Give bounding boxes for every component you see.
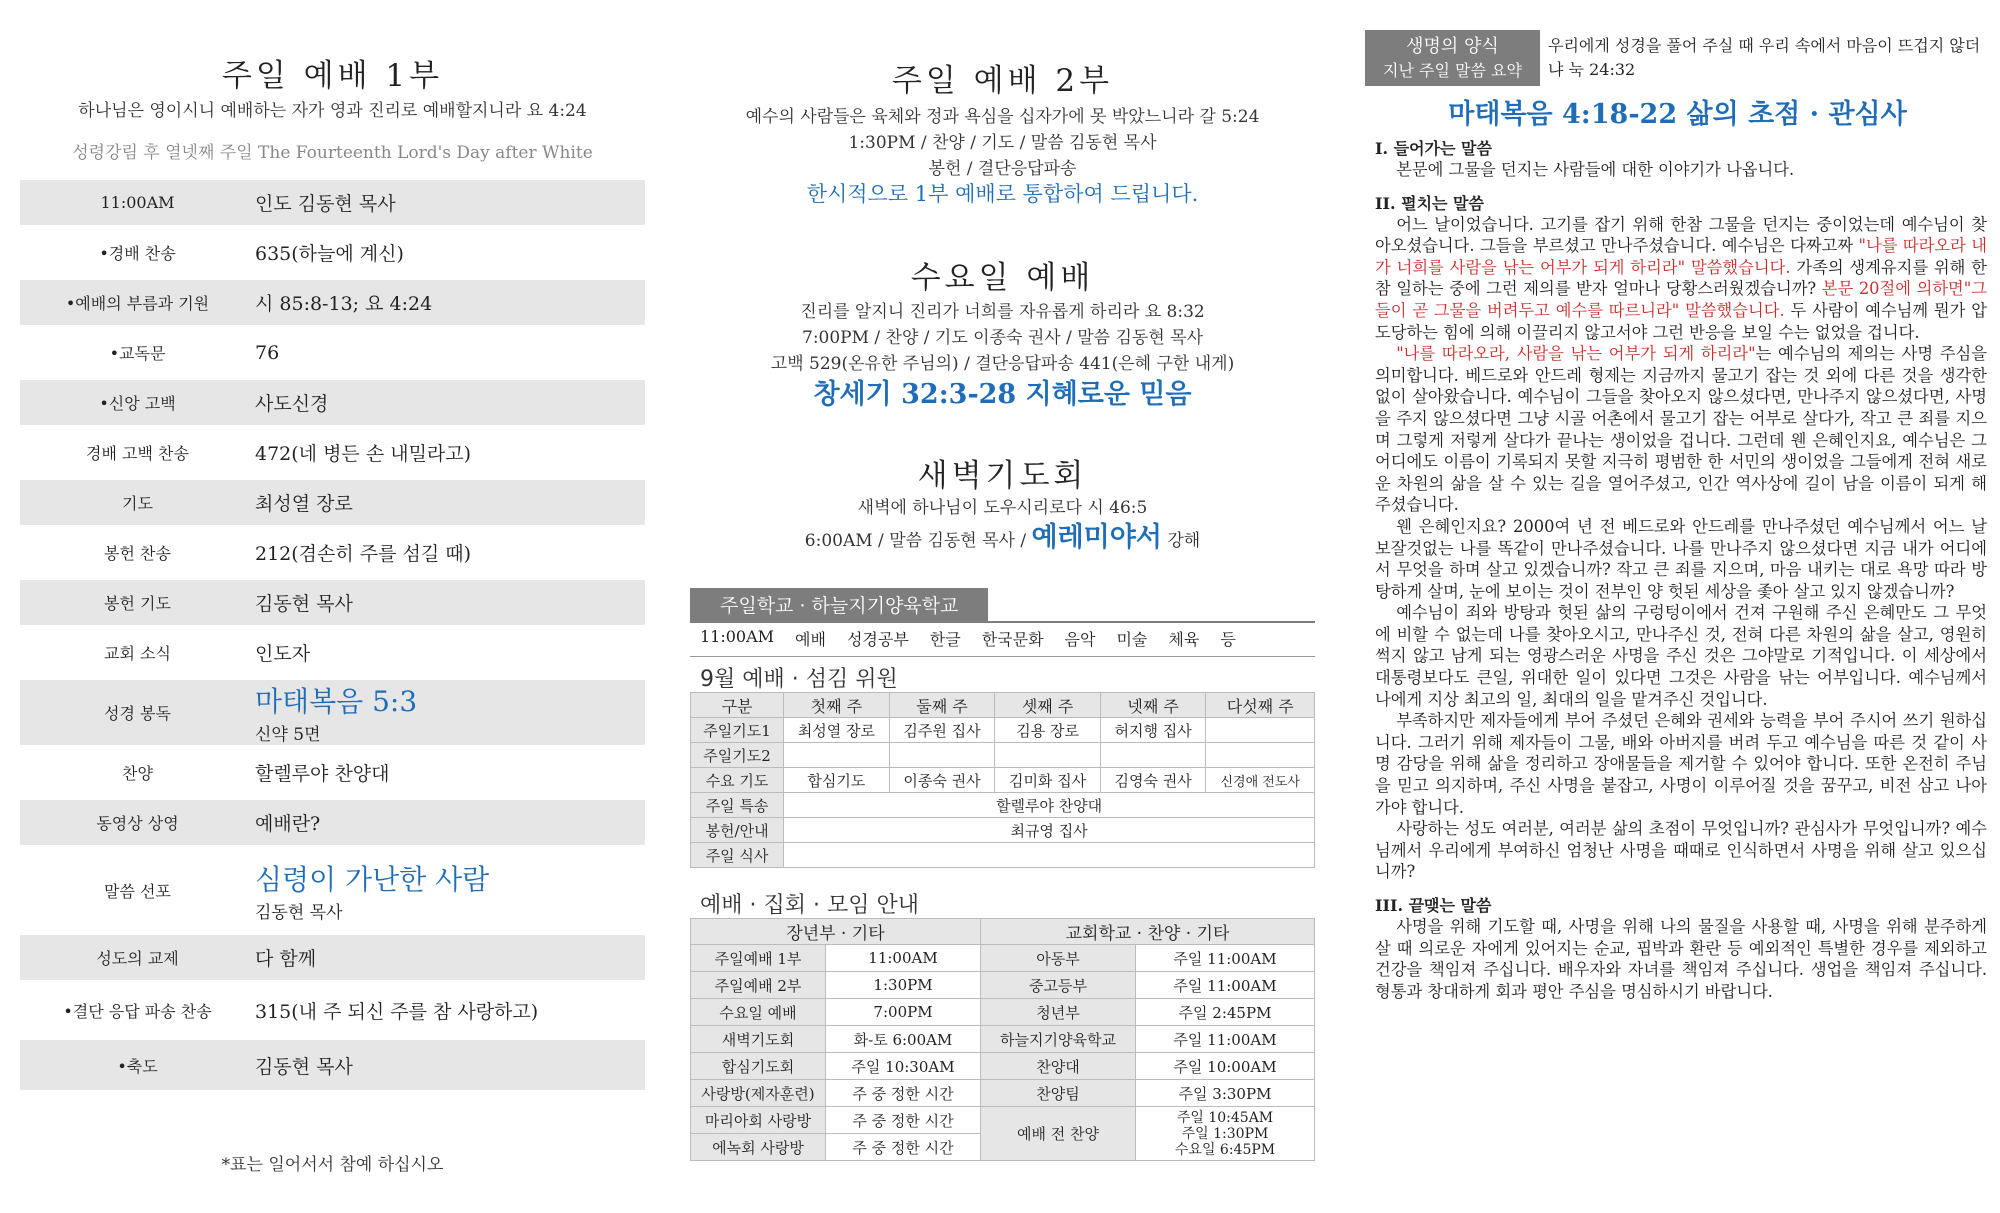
order-row bbox=[20, 1040, 645, 1090]
committee-row bbox=[691, 793, 1315, 818]
section2-heading: II. 펼치는 말씀 bbox=[1375, 193, 1484, 213]
paragraph-6: 사랑하는 성도 여러분, 여러분 삶의 초점이 무엇입니까? 관심사가 무엇입니까? 예수님께서 우리에게 부여하신 엄청난 사명을 때때로 인식하면서 사명을 위해 살고 있으십니까? bbox=[1375, 819, 1987, 882]
order-row bbox=[20, 280, 645, 325]
sermon-title: 마태복음 4:18-22 삶의 초점 · 관심사 bbox=[1448, 99, 1907, 130]
school-section bbox=[690, 588, 1315, 657]
gathering-name: 주일예배 1부 bbox=[691, 945, 826, 972]
order-label: •경배 찬송 bbox=[99, 244, 176, 263]
committee-cell: 김용 장로 bbox=[995, 718, 1101, 743]
order-label: •신앙 고백 bbox=[99, 394, 176, 413]
gathering-time: 1:30PM bbox=[826, 972, 981, 999]
gathering-name: 찬양대 bbox=[981, 1053, 1136, 1080]
gathering-time: 주일 11:00AM bbox=[1136, 945, 1315, 972]
committee-cell: 합심기도 bbox=[784, 768, 890, 793]
order-value: 최성열 장로 bbox=[255, 493, 353, 515]
committee-row bbox=[691, 743, 1315, 768]
gathering-name: 사랑방(제자훈련) bbox=[691, 1080, 826, 1107]
gathering-time: 주일 11:00AM bbox=[1136, 1026, 1315, 1053]
service2-notice: 한시적으로 1부 예배로 통합하여 드립니다. bbox=[806, 182, 1199, 206]
gathering-time: 주 중 정한 시간 bbox=[826, 1134, 981, 1161]
gathering-time: 7:00PM bbox=[826, 999, 981, 1026]
gatherings-row bbox=[691, 1053, 1315, 1080]
committee-cell bbox=[889, 743, 995, 768]
season-line: 성령강림 후 열넷째 주일 The Fourteenth Lord's Day after White bbox=[72, 143, 593, 163]
committee-cell bbox=[784, 843, 1315, 868]
committee-cell: 봉헌/안내 bbox=[691, 818, 784, 843]
committee-row bbox=[691, 718, 1315, 743]
tag-subtitle: 지난 주일 말씀 요약 bbox=[1383, 61, 1522, 80]
gathering-time: 화-토 6:00AM bbox=[826, 1026, 981, 1053]
paragraph-2 bbox=[1375, 343, 1987, 516]
order-subtext: 신약 5면 bbox=[255, 725, 321, 745]
gatherings-header-row bbox=[691, 919, 1315, 945]
gatherings-row bbox=[691, 1026, 1315, 1053]
order-label: 기도 bbox=[122, 494, 153, 513]
gathering-times bbox=[1136, 1107, 1315, 1161]
p1-quote-2: 본문 20절에 의하면"그들이 곧 그물을 버려두고 예수를 따르니라" 말씀했습니다. bbox=[1375, 279, 1988, 320]
committee-row bbox=[691, 768, 1315, 793]
order-label: 성경 봉독 bbox=[104, 704, 171, 723]
gathering-time: 주일 10:00AM bbox=[1136, 1053, 1315, 1080]
tag-title: 생명의 양식 bbox=[1406, 36, 1499, 57]
committee-table bbox=[690, 692, 1315, 868]
school-subject: 체육 bbox=[1168, 630, 1200, 649]
order-value: 635(하늘에 계신) bbox=[255, 243, 404, 265]
gatherings-row bbox=[691, 1107, 1315, 1134]
p1-text-b: 가족의 생계유지를 위해 한참 일하는 중에 그런 제의를 받자 얼마나 당황스러웠겠습니까? bbox=[1375, 257, 1987, 299]
committee-cell bbox=[784, 743, 890, 768]
gatherings-header-left: 장년부 · 기타 bbox=[691, 919, 981, 945]
gathering-name: 중고등부 bbox=[981, 972, 1136, 999]
committee-cell bbox=[1206, 718, 1315, 743]
order-value: 예배란? bbox=[255, 813, 321, 835]
committee-cell: 최규영 집사 bbox=[784, 818, 1315, 843]
gathering-time: 수요일 6:45PM bbox=[1174, 1141, 1276, 1158]
order-value: 다 함께 bbox=[255, 948, 317, 970]
committee-cell: 주일기도1 bbox=[691, 718, 784, 743]
gathering-name: 청년부 bbox=[981, 999, 1136, 1026]
order-label: 성도의 교제 bbox=[96, 949, 179, 968]
wednesday-line2: 고백 529(온유한 주님의) / 결단응답파송 441(은혜 구한 내게) bbox=[770, 354, 1235, 374]
school-subject: 예배 bbox=[795, 630, 826, 649]
section3-heading: III. 끝맺는 말씀 bbox=[1375, 896, 1492, 915]
order-row bbox=[20, 800, 645, 845]
header-verse: 우리에게 성경을 풀어 주실 때 우리 속에서 마음이 뜨겁지 않더냐 눅 24:32 bbox=[1548, 36, 1981, 79]
committee-cell: 김영숙 권사 bbox=[1100, 768, 1206, 793]
committee-header: 셋째 주 bbox=[995, 693, 1101, 718]
gathering-name: 합심기도회 bbox=[691, 1053, 826, 1080]
section1-text: 본문에 그물을 던지는 사람들에 대한 이야기가 나옵니다. bbox=[1396, 160, 1795, 179]
committee-cell: 신경애 전도사 bbox=[1206, 768, 1315, 793]
p2-quote: "나를 따라오라, 사람을 낚는 어부가 되게 하리라" bbox=[1396, 344, 1756, 364]
gathering-name: 예배 전 찬양 bbox=[981, 1107, 1136, 1161]
gathering-name: 하늘지기양육학교 bbox=[981, 1026, 1136, 1053]
order-row bbox=[20, 680, 645, 745]
committee-cell: 김주원 집사 bbox=[889, 718, 995, 743]
school-subjects bbox=[690, 623, 1315, 657]
gatherings-table bbox=[690, 918, 1315, 1161]
gathering-name: 수요일 예배 bbox=[691, 999, 826, 1026]
school-subject: 한국문화 bbox=[981, 630, 1044, 649]
paragraph-5: 부족하지만 제자들에게 부어 주셨던 은혜와 권세와 능력을 부어 주시어 쓰기 원하십니다. 그러기 위해 제자들이 그물, 배와 아버지를 버려 두고 예수님을 따른 것 같이 사명 감당을 위해 삶을 정리하고 장애물들을 제거할 수 있어야 합니다. 또한 온전히 주님을 믿고 의지하며, 주신 사명을 붙잡고, 사명이 이루어질 것을 꿈꾸고, 비전 삼고 나아가야 합니다. bbox=[1375, 711, 1987, 817]
school-subject: 한글 bbox=[929, 630, 961, 649]
gathering-name: 주일예배 2부 bbox=[691, 972, 826, 999]
school-subject: 등 bbox=[1220, 630, 1236, 649]
gathering-name: 아동부 bbox=[981, 945, 1136, 972]
committee-cell bbox=[1206, 743, 1315, 768]
order-label: •교독문 bbox=[109, 344, 166, 363]
order-label: 동영상 상영 bbox=[96, 814, 179, 833]
wednesday-sermon: 창세기 32:3-28 지혜로운 믿음 bbox=[813, 379, 1192, 410]
order-row bbox=[20, 850, 645, 930]
order-highlight: 마태복음 5:3 bbox=[255, 685, 418, 718]
p1-quote-1: "나를 따라오라 내가 너희를 사람을 낚는 어부가 되게 하리라" 말씀했습니다. bbox=[1375, 236, 1988, 277]
order-subtext: 김동현 목사 bbox=[255, 902, 343, 923]
service2-title: 주일 예배 2부 bbox=[891, 63, 1114, 99]
gathering-time: 주일 11:00AM bbox=[1136, 972, 1315, 999]
order-label: 교회 소식 bbox=[104, 644, 171, 663]
school-subject: 미술 bbox=[1116, 630, 1148, 649]
school-subject: 11:00AM bbox=[700, 627, 775, 646]
order-value: 인도자 bbox=[255, 643, 311, 665]
order-value bbox=[255, 680, 645, 745]
committee-header: 구분 bbox=[691, 693, 784, 718]
paragraph-1 bbox=[1375, 214, 1987, 344]
order-label: 11:00AM bbox=[100, 193, 175, 212]
paragraph-4: 예수님이 죄와 방탕과 헛된 삶의 구렁텅이에서 건져 구원해 주신 은혜만도 그 무엇에 비할 수 없는데 나를 찾아오시고, 만나주신 것, 전혀 다른 차원의 삶을 살고, 영원히 썩지 않고 남게 되는 영광스러운 사명을 주신 것은 그야말로 기적입니다. 이 세상에서 대통령보다도 큰일, 위대한 일이 있다면 그것은 사람을 낚는 어부입니다. 예수님께서 나에게 지상 최고의 일, 최대의 일을 맡겨주신 것입니다. bbox=[1375, 603, 1987, 709]
committee-cell: 허지행 집사 bbox=[1100, 718, 1206, 743]
gathering-name: 에녹회 사랑방 bbox=[691, 1134, 826, 1161]
paragraph-3: 웬 은혜인지요? 2000여 년 전 베드로와 안드레를 만나주셨던 예수님께서 어느 날 보잘것없는 나를 똑같이 만나주셨습니다. 나를 만나주지 않으셨다면 지금 내가 어디에서 무엇을 하며 살고 있겠습니까? 작고 큰 죄를 지으며, 마음 내키는 대로 욕망 따라 방탕하게 살며, 눈에 보이는 것이 전부인 양 헛된 세상을 좇아 살고 있지 않겠습니까? bbox=[1375, 516, 1987, 601]
order-value: 할렐루야 찬양대 bbox=[255, 763, 390, 785]
committee-cell bbox=[995, 743, 1101, 768]
paragraph-7: 사명을 위해 기도할 때, 사명을 위해 나의 물질을 사용할 때, 사명을 위해 분주하게 살 때 의로운 자에게 있어지는 순교, 핍박과 환란 등 예외적인 특별한 경우를 제외하고 건강을 책임져 주십니다. 배우자와 자녀를 책임져 주십니다. 생업을 책임져 주십니다. 형통과 창대하게 회과 평안 주심을 명심하시기 바랍니다. bbox=[1375, 917, 1987, 1001]
dawn-schedule: 6:00AM / 말씀 김동현 목사 / bbox=[804, 531, 1027, 551]
order-row bbox=[20, 430, 645, 475]
order-value: 김동현 목사 bbox=[255, 593, 353, 615]
school-subject: 성경공부 bbox=[846, 630, 909, 649]
committee-header: 둘째 주 bbox=[889, 693, 995, 718]
gathering-name: 새벽기도회 bbox=[691, 1026, 826, 1053]
order-row bbox=[20, 530, 645, 575]
wednesday-line1: 7:00PM / 찬양 / 기도 이종숙 권사 / 말씀 김동현 목사 bbox=[802, 328, 1203, 348]
p1-text-a: 어느 날이었습니다. 고기를 잡기 위해 한참 그물을 던지는 중이었는데 예수님이 찾아오셨습니다. 그들을 부르셨고 만나주셨습니다. 예수님은 다짜고짜 bbox=[1375, 214, 1987, 256]
gatherings-row bbox=[691, 999, 1315, 1026]
order-value: 315(내 주 되신 주를 참 사랑하고) bbox=[255, 1000, 539, 1023]
committee-title: 9월 예배 · 섬김 위원 bbox=[700, 667, 898, 692]
gathering-time: 주 중 정한 시간 bbox=[826, 1080, 981, 1107]
dawn-suffix: 강해 bbox=[1167, 531, 1201, 551]
summary-tag bbox=[1365, 30, 1540, 86]
gathering-time: 주일 10:30AM bbox=[826, 1053, 981, 1080]
gathering-time: 주일 1:30PM bbox=[1181, 1125, 1269, 1142]
order-label: 말씀 선포 bbox=[104, 881, 171, 901]
wednesday-title: 수요일 예배 bbox=[910, 260, 1095, 296]
summary-header bbox=[1365, 30, 1990, 86]
wednesday-verse: 진리를 알지니 진리가 너희를 자유롭게 하리라 요 8:32 bbox=[800, 302, 1205, 322]
order-value bbox=[255, 858, 645, 923]
committee-cell: 이종숙 권사 bbox=[889, 768, 995, 793]
committee-header: 다섯째 주 bbox=[1206, 693, 1315, 718]
order-row bbox=[20, 935, 645, 980]
order-label: 찬양 bbox=[122, 764, 153, 783]
order-row bbox=[20, 180, 645, 225]
order-highlight: 심령이 가난한 사람 bbox=[255, 862, 490, 896]
dawn-verse: 새벽에 하나님이 도우시리로다 시 46:5 bbox=[857, 498, 1148, 518]
gatherings-title: 예배 · 집회 · 모임 안내 bbox=[700, 893, 919, 918]
committee-header: 넷째 주 bbox=[1100, 693, 1206, 718]
school-title: 주일학교 · 하늘지기양육학교 bbox=[690, 588, 988, 621]
section1-heading: I. 들어가는 말씀 bbox=[1375, 139, 1492, 158]
order-label: •결단 응답 파송 찬송 bbox=[63, 1001, 212, 1021]
gathering-time: 주 중 정한 시간 bbox=[826, 1107, 981, 1134]
order-row bbox=[20, 330, 645, 375]
order-row bbox=[20, 380, 645, 425]
committee-header: 첫째 주 bbox=[784, 693, 890, 718]
order-row bbox=[20, 580, 645, 625]
gatherings-row bbox=[691, 1080, 1315, 1107]
committee-cell: 주일 특송 bbox=[691, 793, 784, 818]
gathering-time: 11:00AM bbox=[826, 945, 981, 972]
committee-row bbox=[691, 843, 1315, 868]
gatherings-row bbox=[691, 972, 1315, 999]
committee-cell bbox=[1100, 743, 1206, 768]
service1-verse: 하나님은 영이시니 예배하는 자가 영과 진리로 예배할지니라 요 4:24 bbox=[78, 101, 587, 121]
committee-cell: 주일 식사 bbox=[691, 843, 784, 868]
committee-cell: 수요 기도 bbox=[691, 768, 784, 793]
sermon-body bbox=[1375, 136, 1987, 1002]
committee-header-row bbox=[691, 693, 1315, 718]
dawn-book: 예레미야서 bbox=[1031, 522, 1162, 553]
committee-cell: 김미화 집사 bbox=[995, 768, 1101, 793]
order-value: 사도신경 bbox=[255, 393, 329, 415]
committee-row bbox=[691, 818, 1315, 843]
p1-text-c: 두 사람이 예수님께 뭔가 압도당하는 힘에 의해 이끌리지 않고서야 그런 반응을 보일 수는 없었을 겁니다. bbox=[1375, 300, 1987, 342]
order-row bbox=[20, 985, 645, 1035]
committee-cell: 주일기도2 bbox=[691, 743, 784, 768]
order-row bbox=[20, 480, 645, 525]
dawn-line bbox=[690, 515, 1315, 554]
service2-verse: 예수의 사람들은 육체와 정과 욕심을 십자가에 못 박았느니라 갈 5:24 bbox=[745, 107, 1260, 127]
school-subject: 음악 bbox=[1064, 630, 1096, 649]
service2-line2: 봉헌 / 결단응답파송 bbox=[928, 159, 1077, 179]
order-value: 472(네 병든 손 내밀라고) bbox=[255, 443, 472, 465]
order-value: 시 85:8-13; 요 4:24 bbox=[255, 293, 433, 315]
service2-line1: 1:30PM / 찬양 / 기도 / 말씀 김동현 목사 bbox=[848, 133, 1157, 153]
gathering-time: 주일 2:45PM bbox=[1136, 999, 1315, 1026]
order-value: 김동현 목사 bbox=[255, 1055, 353, 1078]
order-row bbox=[20, 750, 645, 795]
order-value: 76 bbox=[255, 341, 280, 364]
order-label: •예배의 부름과 기원 bbox=[65, 294, 210, 313]
gatherings-row bbox=[691, 945, 1315, 972]
committee-cell: 할렐루야 찬양대 bbox=[784, 793, 1315, 818]
standing-footnote: *표는 일어서서 참예 하십시오 bbox=[221, 1155, 444, 1175]
p2-text: 는 예수님의 제의는 사명 주심을 의미합니다. 베드로와 안드레 형제는 지금까지 물고기 잡는 것 외에 다른 것을 생각한 없이 살아왔습니다. 예수님이 그들을 찾아오지 않으셨다면, 만나주지 않으셨다면, 사명을 주지 않으셨다면 그냥 시골 어촌에서 물고기 잡는 어부로 살다가, 작고 큰 죄를 지으며 그렇게 저렇게 살다가 끝나는 생이었을 겁니다. 그런데 웬 은혜인지요, 예수님은 그 어디에도 이름이 기록되지 못할 지극히 평범한 한 서민의 생이었을 그들에게 전혀 새로운 차원의 삶을 살 수 있는 길을 열어주셨고, 인간 역사상에 길이 남을 이름이 되게 해 주셨습니다. bbox=[1375, 344, 1987, 515]
order-value: 인도 김동현 목사 bbox=[255, 193, 396, 215]
gathering-time: 주일 3:30PM bbox=[1136, 1080, 1315, 1107]
committee-cell: 최성열 장로 bbox=[784, 718, 890, 743]
order-label: 봉헌 찬송 bbox=[104, 544, 171, 563]
order-row bbox=[20, 230, 645, 275]
dawn-title: 새벽기도회 bbox=[917, 458, 1088, 494]
service1-title: 주일 예배 1부 bbox=[221, 58, 444, 94]
order-label: •축도 bbox=[117, 1056, 158, 1076]
gathering-name: 마리아회 사랑방 bbox=[691, 1107, 826, 1134]
order-label: 경배 고백 찬송 bbox=[86, 444, 189, 463]
order-label: 봉헌 기도 bbox=[104, 594, 171, 613]
gathering-name: 찬양팀 bbox=[981, 1080, 1136, 1107]
order-row bbox=[20, 630, 645, 675]
order-value: 212(겸손히 주를 섬길 때) bbox=[255, 543, 472, 565]
gatherings-header-right: 교회학교 · 찬양 · 기타 bbox=[981, 919, 1315, 945]
gathering-time: 주일 10:45AM bbox=[1176, 1109, 1274, 1126]
